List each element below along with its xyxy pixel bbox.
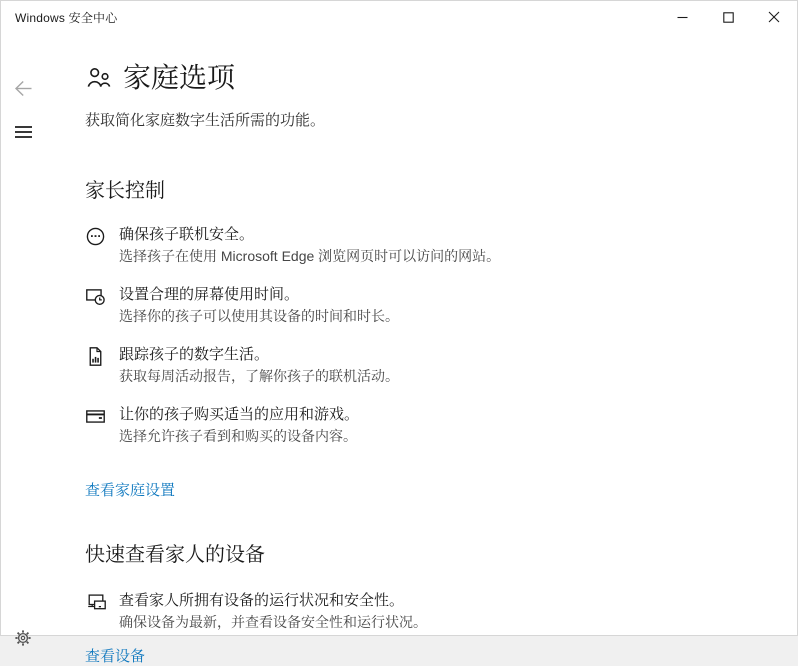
feature-item-activity-report xyxy=(85,345,725,387)
section-heading-parental-controls: 家长控制 xyxy=(85,180,165,202)
close-button[interactable] xyxy=(751,1,797,33)
maximize-icon xyxy=(723,12,734,23)
feature-description: 选择你的孩子可以使用其设备的时间和时长。 xyxy=(119,308,399,324)
screen-time-icon xyxy=(85,286,107,308)
hamburger-icon xyxy=(15,125,32,139)
minimize-icon xyxy=(677,12,688,23)
view-family-settings-link[interactable]: 查看家庭设置 xyxy=(85,482,176,499)
feature-title: 查看家人所拥有设备的运行状况和安全性。 xyxy=(119,592,405,609)
titlebar xyxy=(1,1,797,33)
activity-report-icon xyxy=(85,346,107,368)
settings-button[interactable] xyxy=(12,627,34,649)
feature-item-purchases xyxy=(85,405,725,447)
feature-title: 确保孩子联机安全。 xyxy=(119,226,255,243)
page-title: 家庭选项 xyxy=(123,62,236,93)
page-header xyxy=(85,61,725,95)
page-subtitle: 获取简化家庭数字生活所需的功能。 xyxy=(85,112,326,129)
feature-description: 选择孩子在使用 Microsoft Edge 浏览网页时可以访问的网站。 xyxy=(119,248,501,264)
back-arrow-icon xyxy=(14,80,33,97)
feature-title: 跟踪孩子的数字生活。 xyxy=(119,346,270,363)
window-title: Windows 安全中心 xyxy=(15,10,118,25)
purchase-icon xyxy=(85,406,107,428)
feature-description: 获取每周活动报告，了解你孩子的联机活动。 xyxy=(119,368,399,384)
view-devices-link[interactable]: 查看设备 xyxy=(85,648,146,665)
left-rail xyxy=(1,33,57,635)
web-filter-icon xyxy=(85,226,107,248)
feature-title: 让你的孩子购买适当的应用和游戏。 xyxy=(119,406,360,423)
main-content xyxy=(85,33,725,666)
feature-description: 选择允许孩子看到和购买的设备内容。 xyxy=(119,428,357,444)
parental-controls-items xyxy=(85,225,725,447)
feature-description: 确保设备为最新，并查看设备安全性和运行状况。 xyxy=(119,614,427,630)
close-icon xyxy=(768,11,780,23)
feature-item-screen-time xyxy=(85,285,725,327)
minimize-button[interactable] xyxy=(659,1,705,33)
menu-button[interactable] xyxy=(12,121,34,143)
caption-buttons xyxy=(659,1,797,33)
section-heading-family-devices: 快速查看家人的设备 xyxy=(85,544,265,566)
family-icon xyxy=(85,64,113,92)
feature-title: 设置合理的屏幕使用时间。 xyxy=(119,286,300,303)
gear-icon xyxy=(15,630,31,646)
back-button[interactable] xyxy=(12,77,34,99)
feature-item-online-safety xyxy=(85,225,725,267)
feature-item-device-health xyxy=(85,591,725,633)
devices-icon xyxy=(85,592,107,614)
maximize-button[interactable] xyxy=(705,1,751,33)
